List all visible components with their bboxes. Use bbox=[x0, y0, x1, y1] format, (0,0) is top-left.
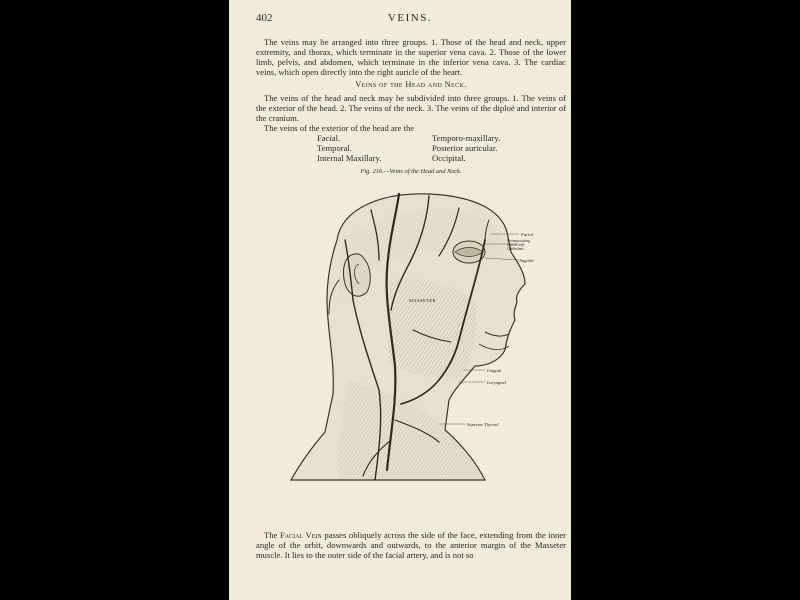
facial-vein-paragraph bbox=[256, 530, 566, 560]
label-laryngeal: Laryngeal bbox=[487, 380, 506, 385]
label-ophthalmic: Ophthalmic bbox=[507, 247, 524, 251]
list-item: Temporo-maxillary. bbox=[432, 133, 501, 143]
label-branch: branch with bbox=[507, 243, 525, 247]
intro-paragraph: The veins may be arranged into three groups. 1. Those of the head and neck, upper extremity, and thorax, which terminate in the superior vena cava. 2. Those of the lower limb, pelvis, and abdomen, which terminate in the inferior vena cava. 3. The cardiac veins, which open directly into the right auricle of the heart. bbox=[256, 37, 566, 77]
book-page bbox=[229, 0, 571, 600]
term-facial-vein: Facial Vein bbox=[279, 530, 322, 540]
list-item: Facial. bbox=[317, 133, 341, 143]
label-angular: Angular bbox=[519, 258, 535, 263]
anatomical-illustration bbox=[279, 180, 569, 500]
label-masseter: MASSETER bbox=[409, 298, 436, 303]
list-item: Occipital. bbox=[432, 153, 466, 163]
label-facial: Facial bbox=[521, 232, 533, 237]
section-heading: Veins of the Head and Neck. bbox=[355, 80, 467, 89]
label-communicating: Communicating bbox=[507, 239, 530, 243]
running-header bbox=[256, 12, 564, 26]
paragraph-lead: The bbox=[264, 530, 278, 540]
vein-list-left bbox=[317, 133, 381, 163]
figure-caption: Fig. 216.—Veins of the Head and Neck. bbox=[360, 168, 462, 175]
list-item: Posterior auricular. bbox=[432, 143, 498, 153]
section-paragraph: The veins of the head and neck may be subdivided into three groups. 1. The veins of the exterior of the head. 2. The veins of the neck. 3. The veins of the diploë and interior of the cranium. bbox=[256, 93, 566, 123]
page-number: 402 bbox=[256, 12, 273, 24]
label-superior-thyroid: Superior Thyroid bbox=[467, 422, 499, 427]
page-title: VEINS. bbox=[387, 12, 433, 24]
list-item: Temporal. bbox=[317, 143, 352, 153]
list-item: Internal Maxillary. bbox=[317, 153, 382, 163]
paragraph-text: passes obliquely across the side of the face, extending from the inner angle of the orbit, downwards and outwards, to the anterior margin of the Masseter muscle. It lies to the outer side of the facial artery, and is not so bbox=[256, 530, 567, 560]
label-lingual: Lingual bbox=[487, 368, 502, 373]
list-intro: The veins of the exterior of the head are the bbox=[264, 123, 415, 133]
vein-list-right bbox=[432, 133, 500, 163]
